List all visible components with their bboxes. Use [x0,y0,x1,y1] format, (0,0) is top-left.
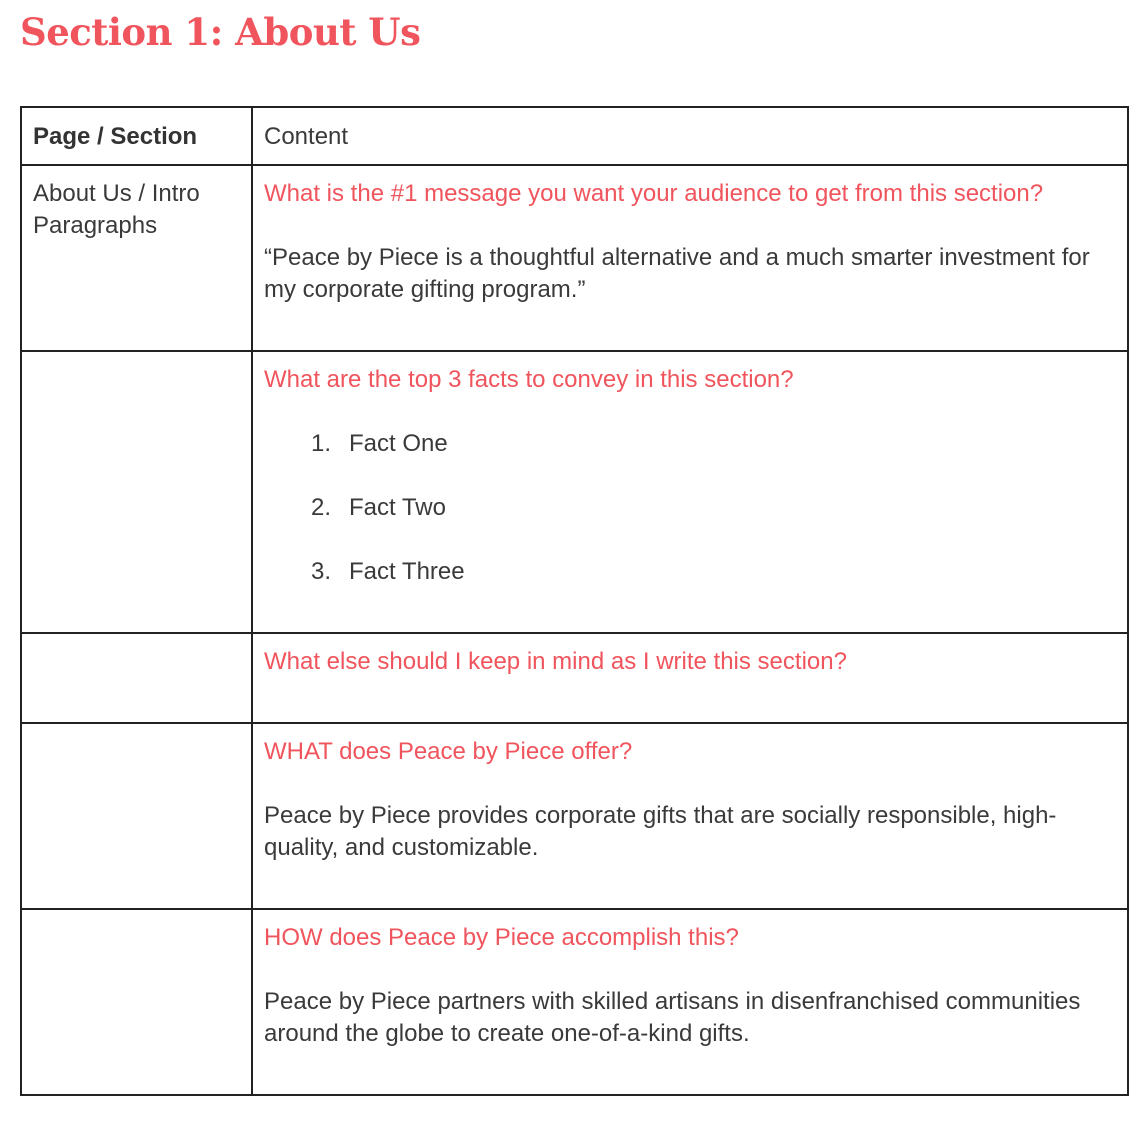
section-cell [21,351,252,633]
header-label-content: Content [264,123,349,150]
question-text: WHAT does Peace by Piece offer? [264,738,633,765]
table-header-row [21,107,1128,165]
table-row [21,165,1128,351]
content-table [20,106,1129,1096]
list-item-number: 3. [310,558,331,585]
table-row [21,351,1128,633]
list-item-text: Fact One [349,430,448,457]
page-title: Section 1: About Us [20,10,421,54]
header-label-page-section: Page / Section [33,123,198,150]
table-row [21,723,1128,909]
list-item-text: Fact Two [349,494,446,521]
question-text: What are the top 3 facts to convey in this section? [264,366,794,393]
facts-list [264,428,1117,588]
list-item [264,492,1117,524]
header-cell-page-section [21,107,252,165]
content-cell [252,351,1128,633]
header-cell-content [252,107,1128,165]
question-text: What is the #1 message you want your audience to get from this section? [264,180,1044,207]
section-label: About Us / Intro Paragraphs [33,180,200,239]
answer-text: “Peace by Piece is a thoughtful alternative and a much smarter investment for my corporate gifting program.” [264,244,1090,303]
content-cell [252,723,1128,909]
list-item [264,428,1117,460]
question-text: HOW does Peace by Piece accomplish this? [264,924,739,951]
answer-text: Peace by Piece partners with skilled artisans in disenfranchised communities around the globe to create one-of-a-kind gifts. [264,988,1081,1047]
section-label [22,634,251,646]
content-cell [252,633,1128,723]
content-cell [252,165,1128,351]
section-label [22,910,251,922]
answer-text: Peace by Piece provides corporate gifts that are socially responsible, high-quality, and customizable. [264,802,1057,861]
list-item-text: Fact Three [349,558,465,585]
section-label [22,352,251,364]
content-cell [252,909,1128,1095]
list-item-number: 1. [310,430,331,457]
section-cell [21,633,252,723]
section-label [22,724,251,736]
section-cell [21,909,252,1095]
list-item-number: 2. [310,494,331,521]
section-cell [21,165,252,351]
question-text: What else should I keep in mind as I write this section? [264,648,847,675]
list-item [264,556,1117,588]
table-row [21,909,1128,1095]
table-row [21,633,1128,723]
section-cell [21,723,252,909]
